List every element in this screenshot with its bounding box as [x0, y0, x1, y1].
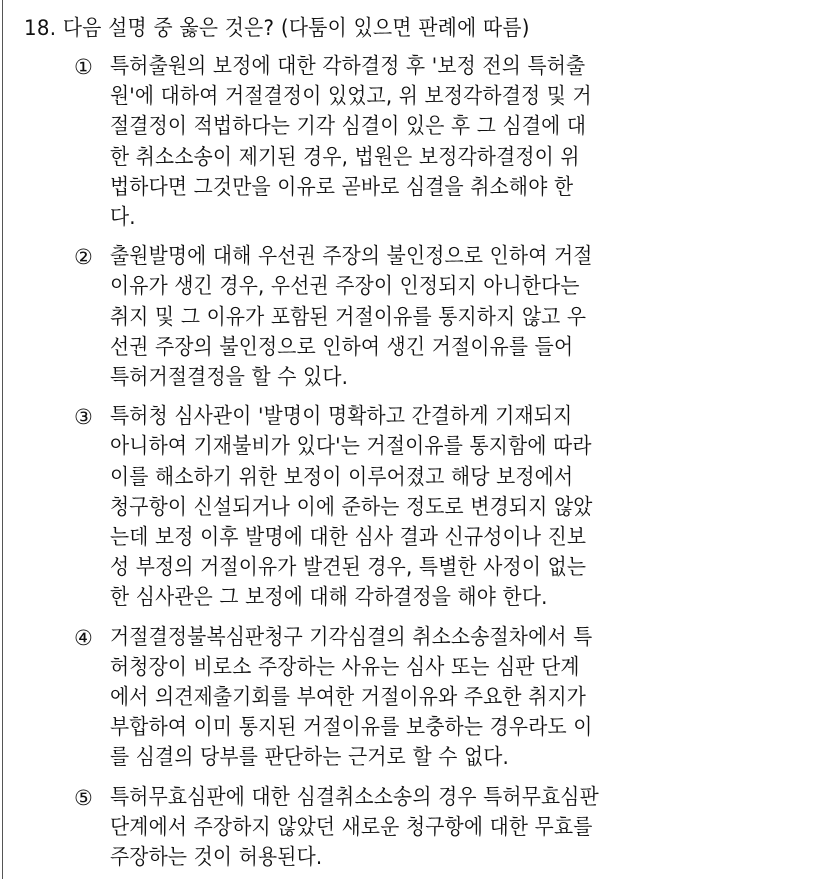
- option-line: 허청장이 비로소 주장하는 사유는 심사 또는 심판 단계: [110, 654, 580, 680]
- option-line: 부합하여 이미 통지된 거절이유를 보충하는 경우라도 이: [110, 715, 593, 741]
- option-line: 이를 해소하기 위한 보정이 이루어졌고 해당 보정에서: [110, 464, 574, 490]
- option-line: 다.: [110, 205, 136, 231]
- option-line: 청구항이 신설되거나 이에 준하는 정도로 변경되지 않았: [110, 494, 593, 520]
- option-line: 에서 의견제출기회를 부여한 거절이유와 주요한 취지가: [110, 685, 587, 711]
- option-line: 아니하여 기재불비가 있다'는 거절이유를 통지함에 따라: [110, 434, 592, 460]
- option-line: 특허거절결정을 할 수 있다.: [110, 365, 349, 391]
- option-text: [110, 783, 759, 874]
- option-line: 는데 보정 이후 발명에 대한 심사 결과 신규성이나 진보: [110, 525, 587, 551]
- option-line: 취지 및 그 이유가 포함된 거절이유를 통지하지 않고 우: [110, 304, 587, 330]
- option-line: 를 심결의 당부를 판단하는 근거로 할 수 없다.: [110, 745, 510, 771]
- option-line: 단계에서 주장하지 않았던 새로운 청구항에 대한 무효를: [110, 814, 593, 840]
- option-line: 한 심사관은 그 보정에 대해 각하결정을 해야 한다.: [110, 585, 548, 611]
- option-line: 출원발명에 대해 우선권 주장의 불인정으로 인하여 거절: [110, 244, 593, 270]
- option-line: 원'에 대하여 거절결정이 있었고, 위 보정각하결정 및 거: [110, 84, 592, 110]
- answer-options: [24, 52, 796, 873]
- question-18: [24, 14, 796, 882]
- option-line: 법하다면 그것만을 이유로 곧바로 심결을 취소해야 한: [110, 174, 574, 200]
- option-number: ⑤: [74, 785, 93, 810]
- option-line: 특허청 심사관이 '발명이 명확하고 간결하게 기재되지: [110, 404, 573, 430]
- option-5[interactable]: [74, 783, 796, 874]
- option-number: ②: [74, 245, 93, 270]
- option-4[interactable]: [74, 623, 796, 774]
- option-1[interactable]: [74, 52, 796, 233]
- option-2[interactable]: [74, 242, 796, 393]
- option-line: 절결정이 적법하다는 기각 심결이 있은 후 그 심결에 대: [110, 114, 587, 140]
- option-line: 거절결정불복심판청구 기각심결의 취소소송절차에서 특: [110, 624, 593, 650]
- option-text: [110, 402, 759, 613]
- option-text: [110, 242, 759, 393]
- option-number: ③: [74, 405, 93, 430]
- option-line: 특허무효심판에 대한 심결취소소송의 경우 특허무효심판: [110, 784, 599, 810]
- option-line: 한 취소소송이 제기된 경우, 법원은 보정각하결정이 위: [110, 144, 580, 170]
- option-3[interactable]: [74, 402, 796, 613]
- option-number: ④: [74, 625, 93, 650]
- option-line: 이유가 생긴 경우, 우선권 주장이 인정되지 아니한다는: [110, 274, 580, 300]
- option-line: 특허출원의 보정에 대한 각하결정 후 '보정 전의 특허출: [110, 54, 586, 79]
- option-line: 성 부정의 거절이유가 발견된 경우, 특별한 사정이 없는: [110, 555, 587, 581]
- page-border-left: [2, 0, 3, 879]
- option-text: [110, 52, 759, 233]
- option-line: 주장하는 것이 허용된다.: [110, 845, 323, 871]
- option-line: 선권 주장의 불인정으로 인하여 생긴 거절이유를 들어: [110, 334, 574, 360]
- option-number: ①: [74, 55, 93, 79]
- question-title: 18. 다음 설명 중 옳은 것은? (다툼이 있으면 판례에 따름): [24, 16, 530, 41]
- option-text: [110, 623, 759, 774]
